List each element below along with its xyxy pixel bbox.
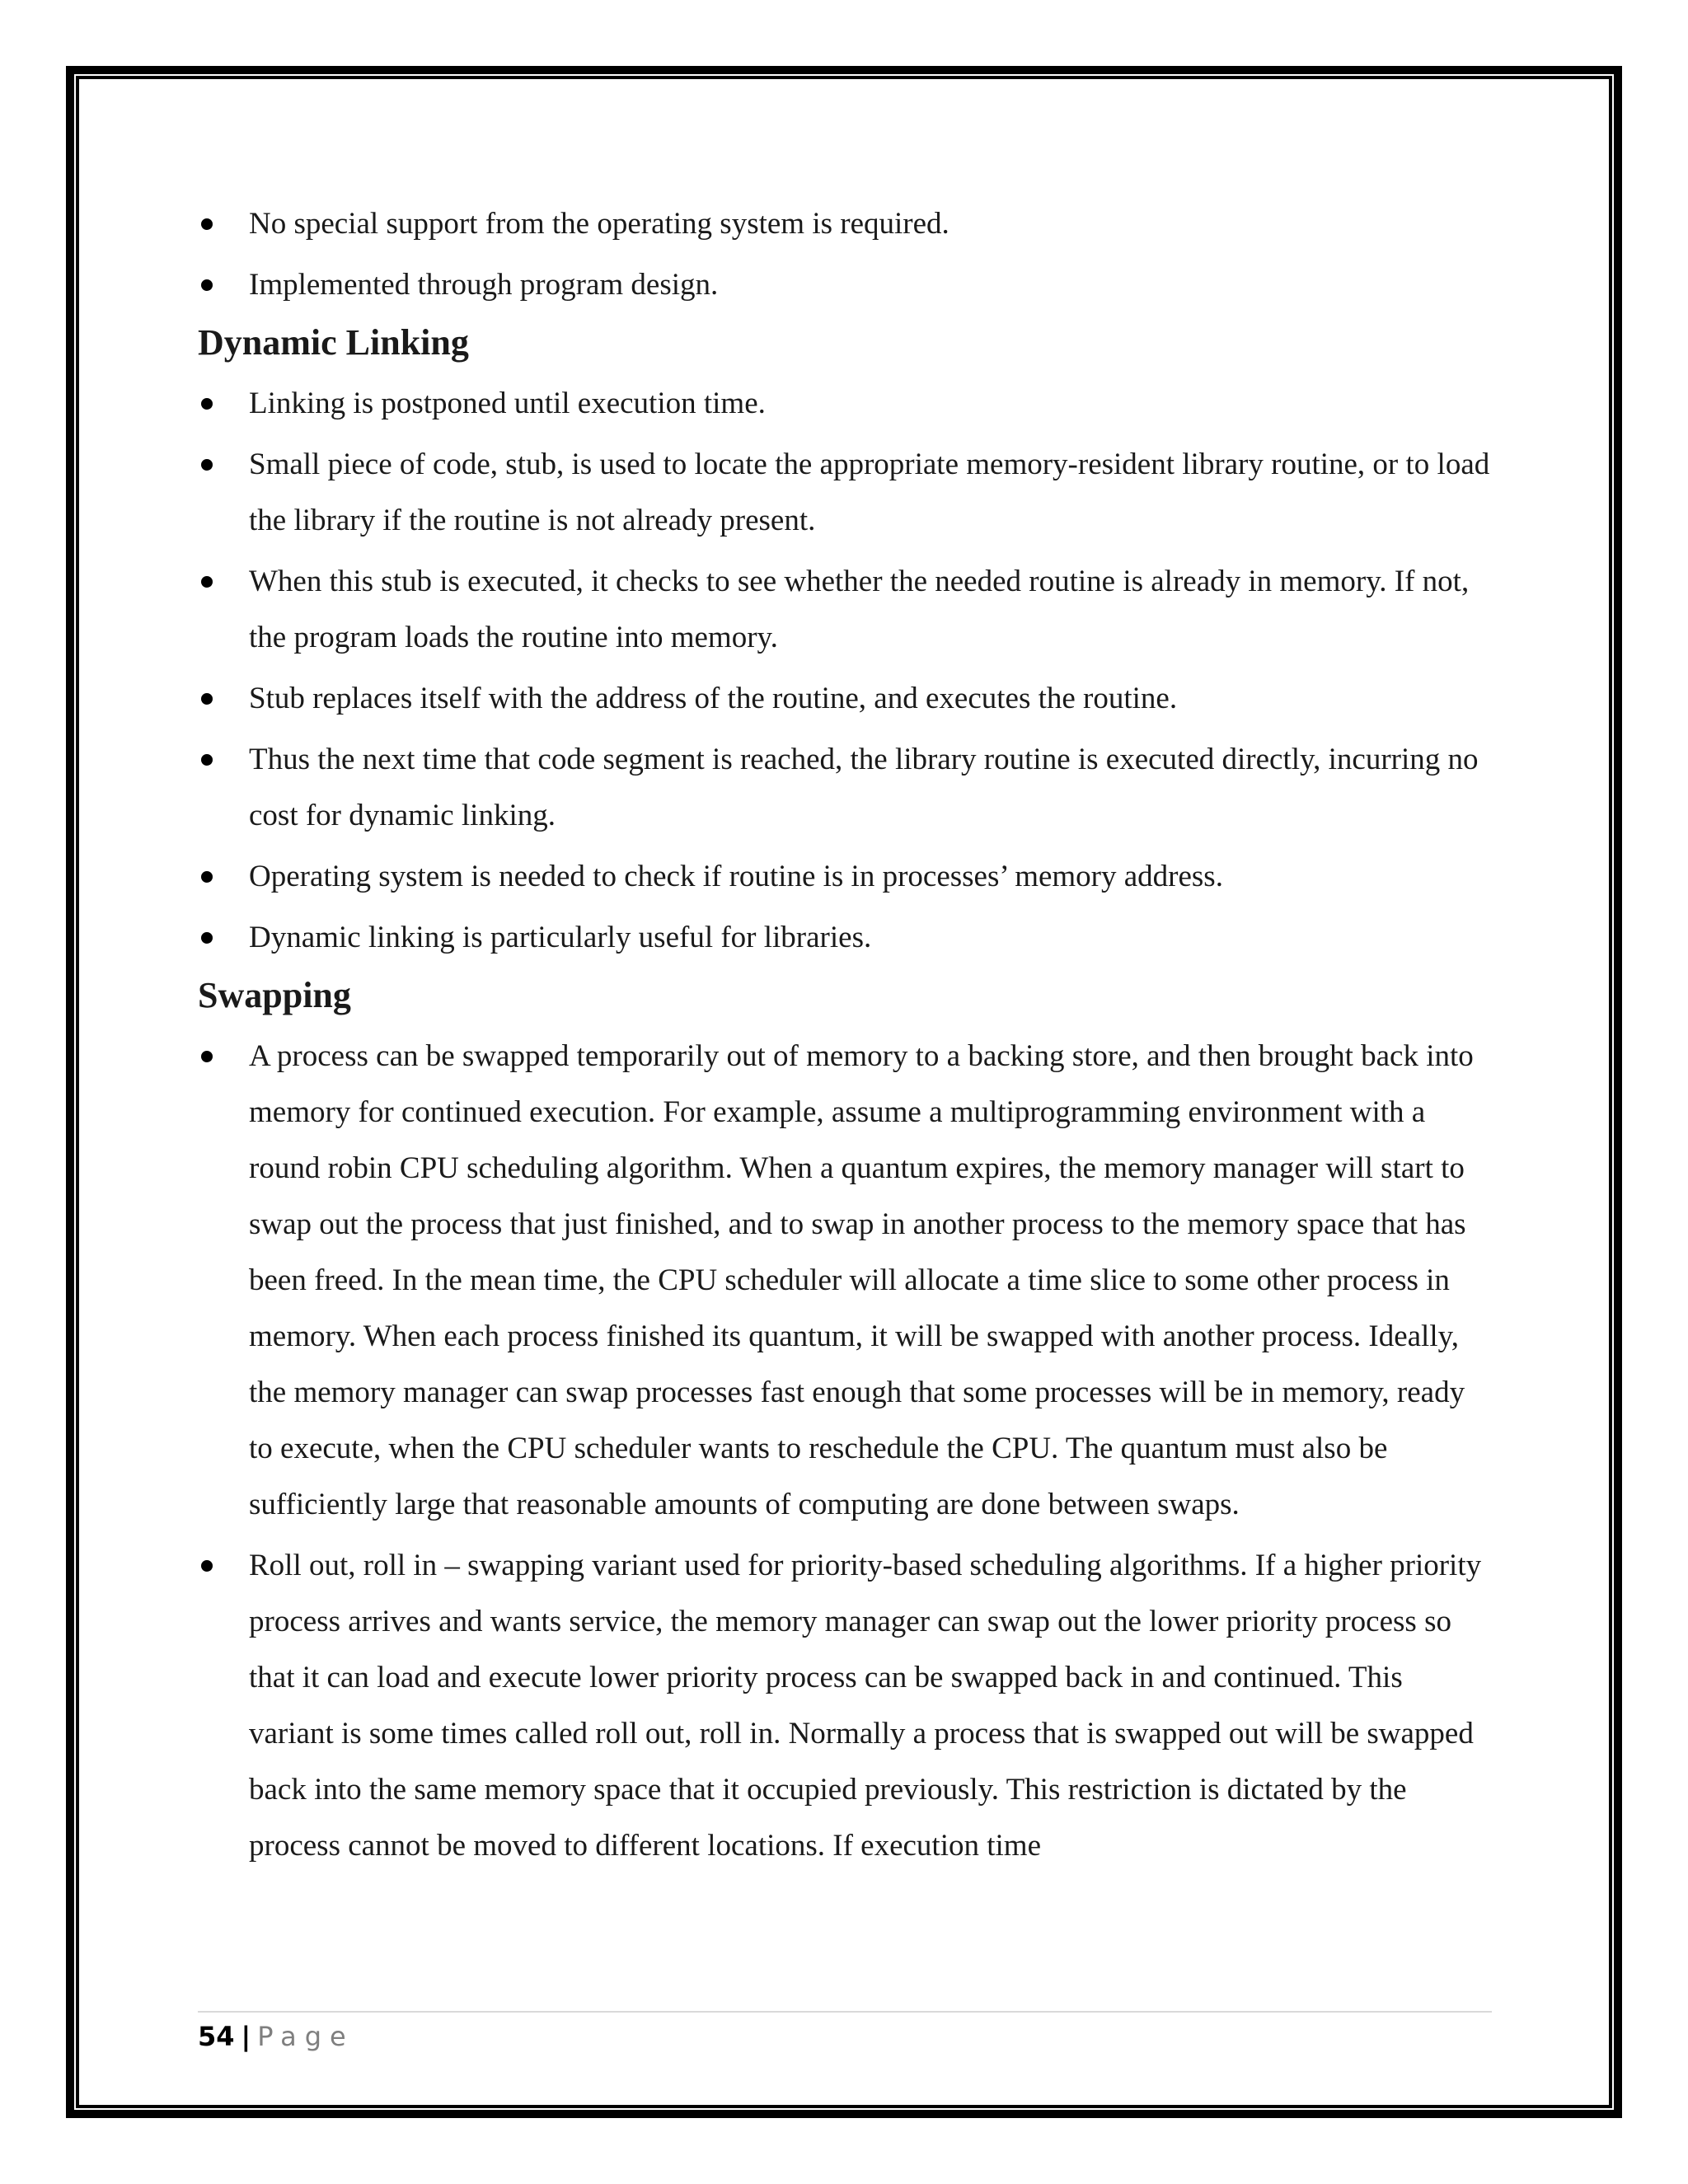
list-item: Thus the next time that code segment is reached, the library routine is executed directly, incurring no cost for dynamic linking. [198, 732, 1492, 844]
list-item: Small piece of code, stub, is used to locate the appropriate memory-resident library routine, or to load the library if the routine is not already present. [198, 437, 1492, 549]
section-heading-dynamic-linking: Dynamic Linking [198, 322, 469, 363]
page-footer [198, 2016, 354, 2057]
footer-divider [198, 2011, 1492, 2013]
footer-separator: | [241, 2021, 251, 2052]
list-item: Operating system is needed to check if routine is in processes’ memory address. [198, 849, 1492, 905]
page-label: Page [257, 2021, 354, 2052]
swapping-bullet-list [198, 1029, 1492, 1874]
page-number: 54 [198, 2021, 235, 2052]
list-item: Dynamic linking is particularly useful for libraries. [198, 910, 1492, 966]
page-content [198, 196, 1492, 1879]
list-item: Roll out, roll in – swapping variant used for priority-based scheduling algorithms. If a higher priority process arrives and wants service, the memory manager can swap out the lower priority process so that it can load and execute lower priority process can be swapped back in and continued. This variant is some times called roll out, roll in. Normally a process that is swapped out will be swapped back into the same memory space that it occupied previously. This restriction is dictated by the process cannot be moved to different locations. If execution time [198, 1538, 1492, 1874]
list-item: When this stub is executed, it checks to see whether the needed routine is already in memory. If not, the program loads the routine into memory. [198, 554, 1492, 666]
list-item: Stub replaces itself with the address of the routine, and executes the routine. [198, 671, 1492, 727]
list-item: No special support from the operating system is required. [198, 196, 1492, 252]
list-item: Linking is postponed until execution time. [198, 376, 1492, 432]
dynamic-linking-bullet-list [198, 376, 1492, 966]
list-item: A process can be swapped temporarily out of memory to a backing store, and then brought back into memory for continued execution. For example, assume a multiprogramming environment with a round robin CPU scheduling algorithm. When a quantum expires, the memory manager will start to swap out the process that just finished, and to swap in another process to the memory space that has been freed. In the mean time, the CPU scheduler will allocate a time slice to some other process in memory. When each process finished its quantum, it will be swapped with another process. Ideally, the memory manager can swap processes fast enough that some processes will be in memory, ready to execute, when the CPU scheduler wants to reschedule the CPU. The quantum must also be sufficiently large that reasonable amounts of computing are done between swaps. [198, 1029, 1492, 1533]
intro-bullet-list [198, 196, 1492, 313]
section-heading-swapping: Swapping [198, 975, 351, 1015]
list-item: Implemented through program design. [198, 257, 1492, 313]
